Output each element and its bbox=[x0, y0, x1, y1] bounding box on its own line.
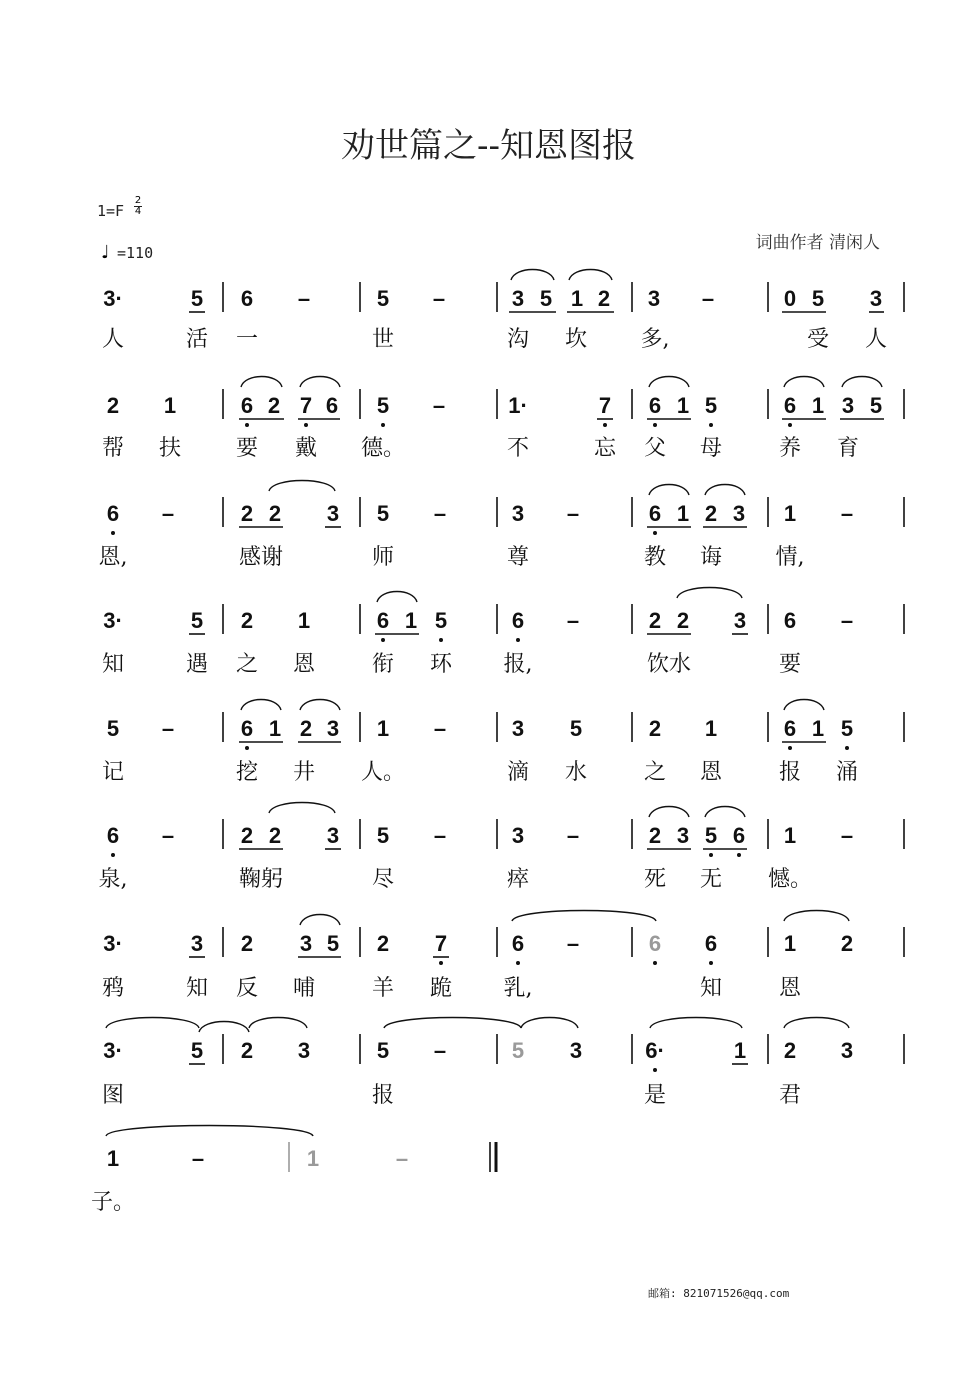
slur-arc bbox=[512, 911, 656, 922]
note: 1 bbox=[376, 716, 390, 741]
lyric-char: 感谢 bbox=[238, 545, 284, 570]
lyric-char: 鸦 bbox=[101, 976, 125, 1001]
note: 1 bbox=[404, 608, 418, 633]
lyric-char: 无 bbox=[699, 867, 723, 892]
lyric-char: 之 bbox=[235, 652, 259, 677]
lyric-char: 水 bbox=[564, 760, 588, 785]
slur-arc bbox=[300, 700, 340, 711]
lyric-char: 遇 bbox=[185, 652, 209, 677]
note: 3 bbox=[326, 823, 340, 848]
slur-arc bbox=[241, 700, 281, 711]
lyric-char: 君 bbox=[778, 1083, 802, 1108]
lyric-char: 之 bbox=[643, 760, 667, 785]
note: – bbox=[161, 716, 175, 741]
note: 6 bbox=[106, 823, 120, 848]
slur-arc bbox=[784, 700, 824, 711]
note: 6 bbox=[511, 931, 525, 956]
note: 3 bbox=[676, 823, 690, 848]
octave-dot-low bbox=[439, 638, 443, 642]
note: 6 bbox=[325, 393, 339, 418]
note: 2 bbox=[240, 501, 254, 526]
slur-arc bbox=[649, 485, 689, 496]
note: 1 bbox=[676, 393, 690, 418]
note: 2 bbox=[240, 608, 254, 633]
note: 6 bbox=[783, 608, 797, 633]
lyric-char: 教 bbox=[643, 545, 667, 570]
note: 1 bbox=[268, 716, 282, 741]
lyric-char: 人。 bbox=[360, 760, 406, 785]
note: 6 bbox=[376, 608, 390, 633]
lyric-char: 情, bbox=[775, 545, 805, 570]
lyric-char: 死 bbox=[643, 867, 667, 892]
note: – bbox=[433, 823, 447, 848]
note: 5 bbox=[190, 286, 204, 311]
note: 6 bbox=[240, 393, 254, 418]
lyric-char: 饮水 bbox=[646, 652, 692, 677]
note: 1 bbox=[704, 716, 718, 741]
lyric-char: 是 bbox=[643, 1083, 667, 1108]
note: 3 bbox=[511, 823, 525, 848]
note: 2 bbox=[268, 823, 282, 848]
note: 3 bbox=[299, 931, 313, 956]
octave-dot-low bbox=[653, 961, 657, 965]
slur-arc bbox=[199, 1022, 249, 1033]
note: – bbox=[432, 393, 446, 418]
lyric-char: 反 bbox=[235, 976, 259, 1001]
slur-arc bbox=[300, 915, 340, 926]
slur-arc bbox=[649, 807, 689, 818]
note: 6 bbox=[240, 286, 254, 311]
octave-dot-low bbox=[709, 961, 713, 965]
note: 2 bbox=[704, 501, 718, 526]
lyric-char: 世 bbox=[371, 327, 395, 352]
note: 2 bbox=[240, 1038, 254, 1063]
note: 5 bbox=[539, 286, 553, 311]
note: – bbox=[840, 608, 854, 633]
lyric-char: 恩, bbox=[98, 545, 128, 570]
note: 5 bbox=[376, 501, 390, 526]
note: 3· bbox=[103, 931, 123, 956]
note: 6 bbox=[240, 716, 254, 741]
note: 5 bbox=[326, 931, 340, 956]
lyric-char: 师 bbox=[371, 545, 395, 570]
lyric-char: 一 bbox=[235, 327, 259, 352]
note: – bbox=[191, 1146, 205, 1171]
note: 3· bbox=[103, 1038, 123, 1063]
lyric-char: 帮 bbox=[101, 436, 125, 461]
lyric-char: 受 bbox=[806, 327, 830, 352]
note: 3 bbox=[511, 286, 525, 311]
note: 2 bbox=[648, 716, 662, 741]
note: 6 bbox=[648, 501, 662, 526]
note: 3 bbox=[297, 1038, 311, 1063]
composer-credit: 词曲作者 清闲人 bbox=[755, 233, 880, 253]
note: 1 bbox=[733, 1038, 747, 1063]
octave-dot-low bbox=[439, 961, 443, 965]
note: 1 bbox=[811, 393, 825, 418]
note: 5 bbox=[434, 608, 448, 633]
note: 2 bbox=[648, 608, 662, 633]
note: 5 bbox=[376, 1038, 390, 1063]
note: 3 bbox=[511, 716, 525, 741]
lyric-char: 诲 bbox=[699, 545, 723, 570]
note: 6 bbox=[511, 608, 525, 633]
note: 3 bbox=[569, 1038, 583, 1063]
lyric-char: 恩 bbox=[778, 976, 802, 1001]
lyric-char: 图 bbox=[101, 1083, 125, 1108]
lyric-char: 环 bbox=[429, 652, 453, 677]
octave-dot-low bbox=[788, 746, 792, 750]
octave-dot-low bbox=[737, 853, 741, 857]
octave-dot-low bbox=[304, 423, 308, 427]
note: 2 bbox=[783, 1038, 797, 1063]
lyric-char: 知 bbox=[699, 976, 723, 1001]
lyric-char: 瘁 bbox=[506, 867, 530, 892]
lyric-char: 尽 bbox=[371, 867, 395, 892]
note: 3 bbox=[511, 501, 525, 526]
note: 6 bbox=[648, 393, 662, 418]
note: 6 bbox=[106, 501, 120, 526]
note: 2 bbox=[676, 608, 690, 633]
lyric-char: 人 bbox=[864, 327, 888, 352]
note: 3 bbox=[190, 931, 204, 956]
slur-arc bbox=[649, 377, 689, 388]
slur-arc bbox=[650, 1018, 742, 1029]
note: 2 bbox=[240, 931, 254, 956]
slur-arc bbox=[521, 1018, 578, 1029]
octave-dot-low bbox=[653, 531, 657, 535]
lyric-char: 德。 bbox=[360, 436, 406, 461]
lyric-char: 不 bbox=[506, 436, 530, 461]
slur-arc bbox=[384, 1018, 521, 1029]
note: 5 bbox=[869, 393, 883, 418]
note: 1 bbox=[297, 608, 311, 633]
slur-arc bbox=[705, 485, 745, 496]
lyric-char: 乳, bbox=[503, 976, 533, 1001]
note: 5 bbox=[376, 393, 390, 418]
lyric-char: 子。 bbox=[90, 1190, 136, 1215]
note: 7 bbox=[434, 931, 448, 956]
lyric-char: 多, bbox=[640, 327, 670, 352]
note: 1 bbox=[306, 1146, 320, 1171]
note: 5 bbox=[704, 823, 718, 848]
note: 1 bbox=[811, 716, 825, 741]
octave-dot-low bbox=[653, 423, 657, 427]
note: – bbox=[161, 823, 175, 848]
note: 2 bbox=[267, 393, 281, 418]
slur-arc bbox=[106, 1018, 199, 1029]
song-title: 劝世篇之--知恩图报 bbox=[341, 126, 636, 166]
lyric-char: 跪 bbox=[429, 976, 453, 1001]
octave-dot-low bbox=[653, 1068, 657, 1072]
lyric-char: 井 bbox=[292, 760, 316, 785]
octave-dot-low bbox=[788, 423, 792, 427]
lyric-char: 羊 bbox=[371, 976, 395, 1001]
note: 1· bbox=[508, 393, 528, 418]
note: 3· bbox=[103, 286, 123, 311]
note: 6 bbox=[648, 931, 662, 956]
note: 1 bbox=[570, 286, 584, 311]
note: 3 bbox=[732, 501, 746, 526]
note: 3 bbox=[647, 286, 661, 311]
lyric-char: 报 bbox=[778, 760, 802, 785]
note: – bbox=[566, 608, 580, 633]
note: – bbox=[395, 1146, 409, 1171]
slur-arc bbox=[569, 270, 612, 281]
note: 7 bbox=[299, 393, 313, 418]
note: 6 bbox=[783, 393, 797, 418]
lyric-char: 恩 bbox=[699, 760, 723, 785]
note: 5 bbox=[106, 716, 120, 741]
lyric-char: 恩 bbox=[292, 652, 316, 677]
note: 1 bbox=[783, 823, 797, 848]
note: 2 bbox=[840, 931, 854, 956]
note: 3 bbox=[841, 393, 855, 418]
note: 2 bbox=[648, 823, 662, 848]
lyric-char: 哺 bbox=[292, 976, 316, 1001]
lyric-char: 戴 bbox=[294, 436, 318, 461]
lyric-char: 要 bbox=[778, 652, 802, 677]
slur-arc bbox=[784, 377, 824, 388]
note: – bbox=[432, 286, 446, 311]
note: – bbox=[566, 823, 580, 848]
note: – bbox=[566, 501, 580, 526]
note: 1 bbox=[676, 501, 690, 526]
note: 3· bbox=[103, 608, 123, 633]
slur-arc bbox=[377, 592, 417, 603]
lyric-char: 母 bbox=[699, 436, 723, 461]
lyric-char: 衔 bbox=[371, 652, 395, 677]
note: 5 bbox=[840, 716, 854, 741]
slur-arc bbox=[511, 270, 554, 281]
slur-arc bbox=[784, 1018, 849, 1029]
lyric-char: 坎 bbox=[564, 327, 588, 352]
note: 5 bbox=[511, 1038, 525, 1063]
lyric-char: 涌 bbox=[835, 760, 859, 785]
key-signature: 1=F bbox=[97, 202, 125, 220]
slur-arc bbox=[842, 377, 882, 388]
slur-arc bbox=[705, 807, 745, 818]
lyric-char: 活 bbox=[185, 327, 209, 352]
note: – bbox=[297, 286, 311, 311]
note: – bbox=[161, 501, 175, 526]
note: 5 bbox=[190, 608, 204, 633]
note: 1 bbox=[106, 1146, 120, 1171]
octave-dot-low bbox=[845, 746, 849, 750]
slur-arc bbox=[269, 803, 335, 814]
lyric-char: 育 bbox=[836, 436, 860, 461]
note: 6 bbox=[704, 931, 718, 956]
lyric-char: 扶 bbox=[158, 436, 182, 461]
note: 3 bbox=[840, 1038, 854, 1063]
lyric-char: 人 bbox=[101, 327, 125, 352]
note: 7 bbox=[598, 393, 612, 418]
slur-arc bbox=[106, 1126, 313, 1137]
octave-dot-low bbox=[245, 423, 249, 427]
octave-dot-low bbox=[603, 423, 607, 427]
lyric-char: 记 bbox=[101, 760, 125, 785]
note: 2 bbox=[268, 501, 282, 526]
note: 5 bbox=[376, 823, 390, 848]
octave-dot-low bbox=[516, 638, 520, 642]
slur-arc bbox=[300, 377, 340, 388]
lyric-char: 忘 bbox=[593, 436, 617, 461]
lyric-char: 沟 bbox=[506, 327, 530, 352]
lyric-char: 尊 bbox=[506, 545, 530, 570]
note: 1 bbox=[163, 393, 177, 418]
slur-arc bbox=[241, 377, 282, 388]
note: 1 bbox=[783, 931, 797, 956]
note: 5 bbox=[811, 286, 825, 311]
note: – bbox=[433, 716, 447, 741]
slur-arc bbox=[269, 481, 335, 492]
octave-dot-low bbox=[709, 853, 713, 857]
tempo-marking: =110 bbox=[117, 244, 154, 262]
note: 2 bbox=[299, 716, 313, 741]
note: 2 bbox=[240, 823, 254, 848]
note: 3 bbox=[733, 608, 747, 633]
octave-dot-low bbox=[709, 423, 713, 427]
note: – bbox=[840, 501, 854, 526]
note: 3 bbox=[869, 286, 883, 311]
note: 6· bbox=[645, 1038, 665, 1063]
slur-arc bbox=[677, 588, 742, 599]
note: 3 bbox=[326, 501, 340, 526]
note: – bbox=[566, 931, 580, 956]
note: 5 bbox=[704, 393, 718, 418]
note: 0 bbox=[783, 286, 797, 311]
lyric-char: 憾。 bbox=[767, 867, 813, 892]
octave-dot-low bbox=[111, 853, 115, 857]
note: 5 bbox=[376, 286, 390, 311]
lyric-char: 鞠躬 bbox=[238, 867, 284, 892]
note: 1 bbox=[783, 501, 797, 526]
note: – bbox=[433, 501, 447, 526]
note: 2 bbox=[106, 393, 120, 418]
lyric-char: 要 bbox=[235, 436, 259, 461]
lyric-char: 滴 bbox=[506, 760, 530, 785]
lyric-char: 报, bbox=[503, 652, 533, 677]
note: 2 bbox=[376, 931, 390, 956]
lyric-char: 泉, bbox=[98, 867, 128, 892]
lyric-char: 养 bbox=[778, 436, 802, 461]
note: – bbox=[840, 823, 854, 848]
lyric-char: 报 bbox=[371, 1083, 395, 1108]
lyric-char: 父 bbox=[643, 436, 667, 461]
note: 2 bbox=[597, 286, 611, 311]
lyric-char: 知 bbox=[185, 976, 209, 1001]
octave-dot-low bbox=[245, 746, 249, 750]
quarter-note-icon: ♩ bbox=[101, 242, 110, 263]
octave-dot-low bbox=[516, 961, 520, 965]
octave-dot-low bbox=[381, 423, 385, 427]
time-numerator: 2 bbox=[134, 195, 142, 206]
octave-dot-low bbox=[381, 638, 385, 642]
note: 6 bbox=[783, 716, 797, 741]
note: – bbox=[701, 286, 715, 311]
lyric-char: 知 bbox=[101, 652, 125, 677]
note: 6 bbox=[732, 823, 746, 848]
contact-email: 邮箱: 821071526@qq.com bbox=[648, 1287, 790, 1300]
note: 5 bbox=[190, 1038, 204, 1063]
slur-arc bbox=[249, 1018, 307, 1029]
lyric-char: 挖 bbox=[235, 760, 259, 785]
time-denominator: 4 bbox=[134, 206, 142, 217]
octave-dot-low bbox=[111, 531, 115, 535]
note: 3 bbox=[326, 716, 340, 741]
note: – bbox=[433, 1038, 447, 1063]
note: 5 bbox=[569, 716, 583, 741]
slur-arc bbox=[784, 911, 849, 922]
